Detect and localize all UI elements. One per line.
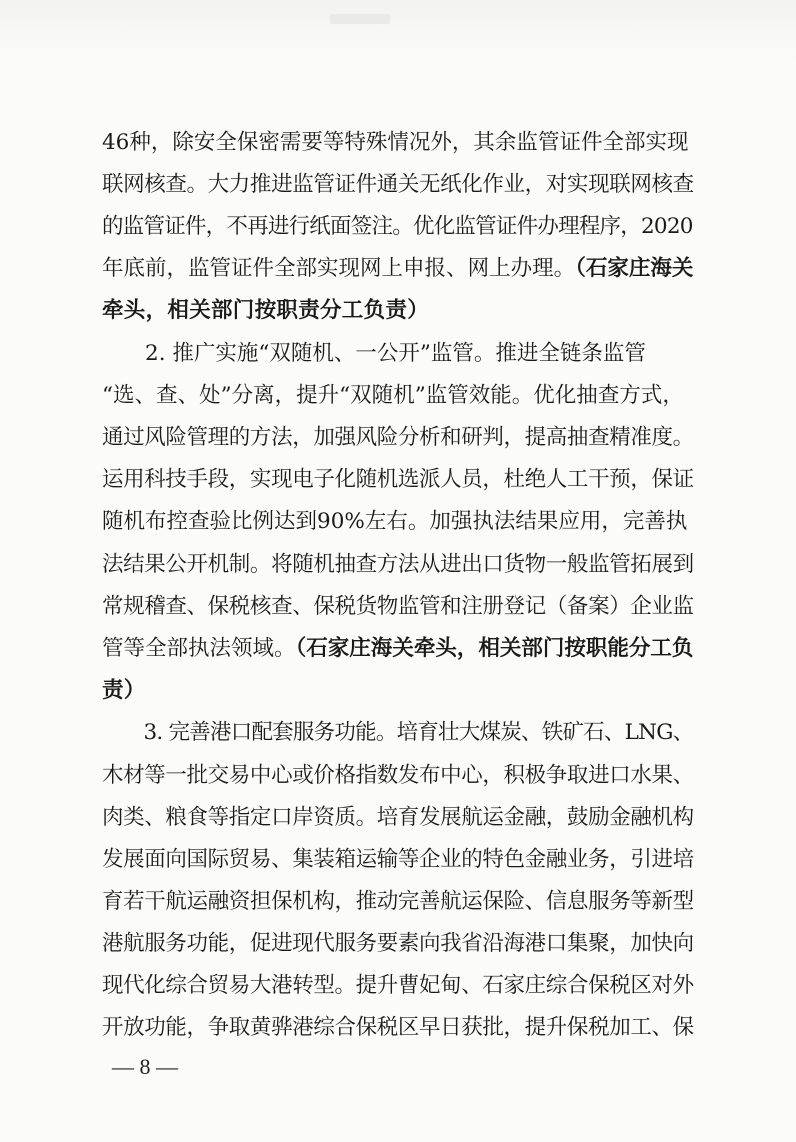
line-segment: 现代化综合贸易大港转型。提升曹妃甸、石家庄综合保税区对外 xyxy=(102,973,694,998)
text-line xyxy=(102,422,702,454)
line-segment: 联网核查。大力推进监管证件通关无纸化作业，对实现联网核查 xyxy=(102,172,694,197)
text-line xyxy=(102,928,702,960)
text-line xyxy=(102,675,702,707)
scan-artifact xyxy=(330,14,390,24)
line-segment: 发展面向国际贸易、集装箱运输等企业的特色金融业务，引进培 xyxy=(102,847,694,872)
line-segment: 的监管证件，不再进行纸面签注。优化监管证件办理程序，2020 xyxy=(102,214,693,239)
text-line xyxy=(102,717,702,749)
text-line xyxy=(102,549,702,581)
text-line xyxy=(102,211,702,243)
line-segment: 2. 推广实施“双随机、一公开”监管。推进全链条监管 xyxy=(102,341,646,366)
line-segment: 随机布控查验比例达到90%左右。加强执法结果应用，完善执 xyxy=(102,509,688,534)
text-line xyxy=(102,464,702,496)
text-line xyxy=(102,380,702,412)
text-line xyxy=(102,844,702,876)
line-segment: 法结果公开机制。将随机抽查方法从进出口货物一般监管拓展到 xyxy=(102,552,694,577)
text-line xyxy=(102,760,702,792)
text-line xyxy=(102,127,702,159)
scan-top-edge xyxy=(0,0,796,60)
page-number: — 8 — xyxy=(112,1054,178,1079)
line-segment: 肉类、粮食等指定口岸资质。培育发展航运金融，鼓励金融机构 xyxy=(102,805,694,830)
text-line xyxy=(102,591,702,623)
line-segment: 46种，除安全保密需要等特殊情况外，其余监管证件全部实现 xyxy=(102,130,689,155)
line-segment-bold: （石家庄海关牵头，相关部门按职能分工负 xyxy=(295,636,694,661)
line-segment-bold: （石家庄海关 xyxy=(575,256,694,281)
line-segment: 港航服务功能，促进现代服务要素向我省沿海港口集聚，加快向 xyxy=(102,931,694,956)
text-line xyxy=(102,970,702,1002)
text-line xyxy=(102,253,702,285)
text-line xyxy=(102,886,702,918)
line-segment: 运用科技手段，实现电子化随机选派人员，杜绝人工干预，保证 xyxy=(102,467,694,492)
line-segment: “选、查、处”分离，提升“双随机”监管效能。优化抽查方式， xyxy=(102,383,684,408)
line-segment: 常规稽查、保税核查、保税货物监管和注册登记（备案）企业监 xyxy=(102,594,694,619)
text-line xyxy=(102,1012,702,1044)
text-line xyxy=(102,169,702,201)
line-segment: 木材等一批交易中心或价格指数发布中心，积极争取进口水果、 xyxy=(102,763,694,788)
text-line xyxy=(102,506,702,538)
line-segment: 育若干航运融资担保机构，推动完善航运保险、信息服务等新型 xyxy=(102,889,694,914)
line-segment-bold: 牵头，相关部门按职责分工负责） xyxy=(102,298,430,323)
line-segment: 年底前，监管证件全部实现网上申报、网上办理。 xyxy=(102,256,576,281)
line-segment: 通过风险管理的方法，加强风险分析和研判，提高抽查精准度。 xyxy=(102,425,694,450)
line-segment: 管等全部执法领域。 xyxy=(102,636,296,661)
text-line xyxy=(102,633,702,665)
line-segment-bold: 责） xyxy=(102,678,146,703)
text-line xyxy=(102,295,702,327)
text-line xyxy=(102,338,702,370)
text-line xyxy=(102,802,702,834)
line-segment: 开放功能，争取黄骅港综合保税区早日获批，提升保税加工、保 xyxy=(102,1015,694,1040)
line-segment: 3. 完善港口配套服务功能。培育壮大煤炭、铁矿石、LNG、 xyxy=(102,720,694,745)
